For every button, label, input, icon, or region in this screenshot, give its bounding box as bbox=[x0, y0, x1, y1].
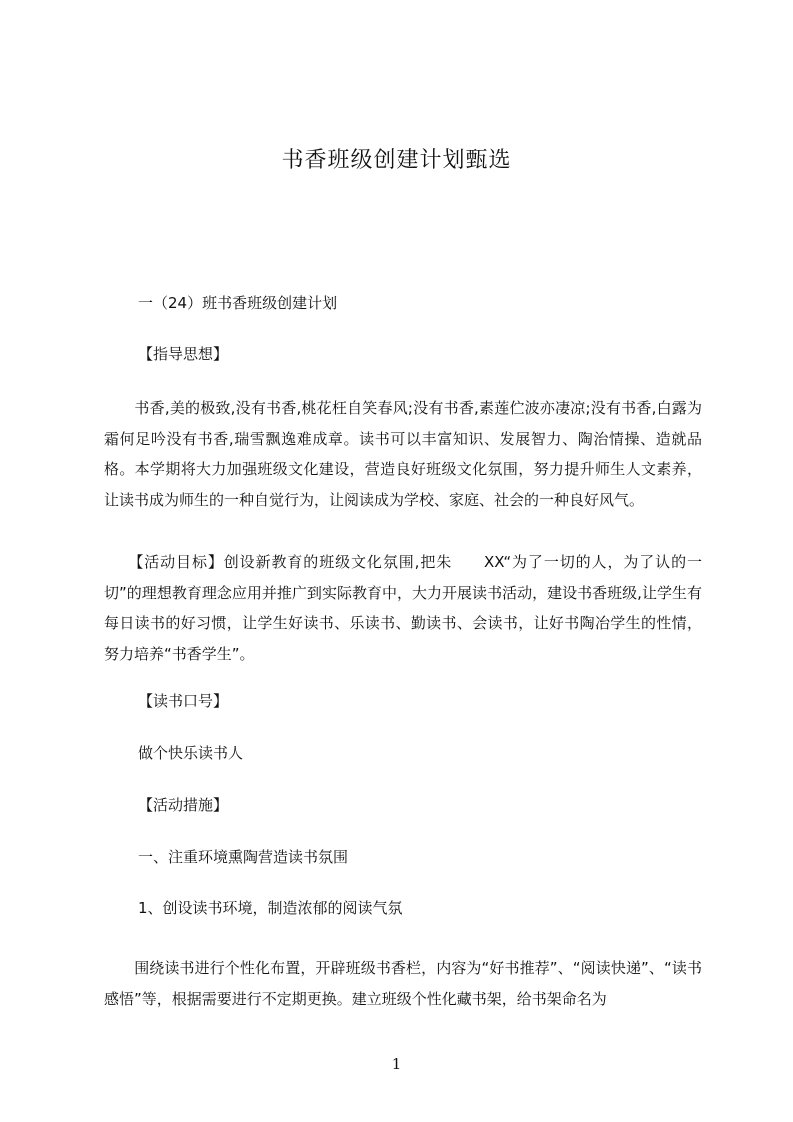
measures-heading: 【活动措施】 bbox=[138, 796, 229, 814]
measure-1-1-text: 围绕读书进行个性化布置，开辟班级书香栏，内容为“好书推荐”、“阅读快递”、“读书感悟”等，根据需要进行不定期更换。建立班级个性化藏书架，给书架命名为 bbox=[104, 959, 702, 1008]
slogan-text: 做个快乐读书人 bbox=[138, 744, 244, 762]
guiding-heading: 【指导思想】 bbox=[138, 345, 229, 363]
document-title: 书香班级创建计划甄选 bbox=[281, 148, 512, 173]
page-number: 1 bbox=[391, 1055, 402, 1073]
measure-1-heading: 一、注重环境熏陶营造读书氛围 bbox=[138, 848, 349, 866]
measure-1-1-paragraph bbox=[104, 953, 702, 1014]
measure-1-1-heading: 1、创设读书环境，制造浓郁的阅读气氛 bbox=[138, 899, 403, 917]
goal-text: 【活动目标】创设新教育的班级文化氛围,把朱 XX“为了一切的人，为了认的一切”的理想教育理念应用并推广到实际教育中，大力开展读书活动，建设书香班级,让学生有每日读书的好习惯，让学生好读书、乐读书、勤读书、会读书，让好书陶冶学生的性情，努力培养“书香学生”。 bbox=[104, 553, 702, 663]
guiding-text: 书香,美的极致,没有书香,桃花枉自笑春风;没有书香,素莲伫波亦凄凉;没有书香,白露为霜何足吟没有书香,瑞雪飘逸难成章。读书可以丰富知识、发展智力、陶治情操、造就品格。本学期将大力加强班级文化建设，营造良好班级文化氛围，努力提升师生人文素养，让读书成为师生的一种自觉行为，让阅读成为学校、家庭、社会的一种良好风气。 bbox=[104, 399, 702, 509]
goal-paragraph bbox=[104, 547, 702, 669]
slogan-heading: 【读书口号】 bbox=[138, 692, 229, 710]
section-heading: 一（24）班书香班级创建计划 bbox=[138, 294, 338, 312]
guiding-paragraph bbox=[104, 393, 702, 515]
